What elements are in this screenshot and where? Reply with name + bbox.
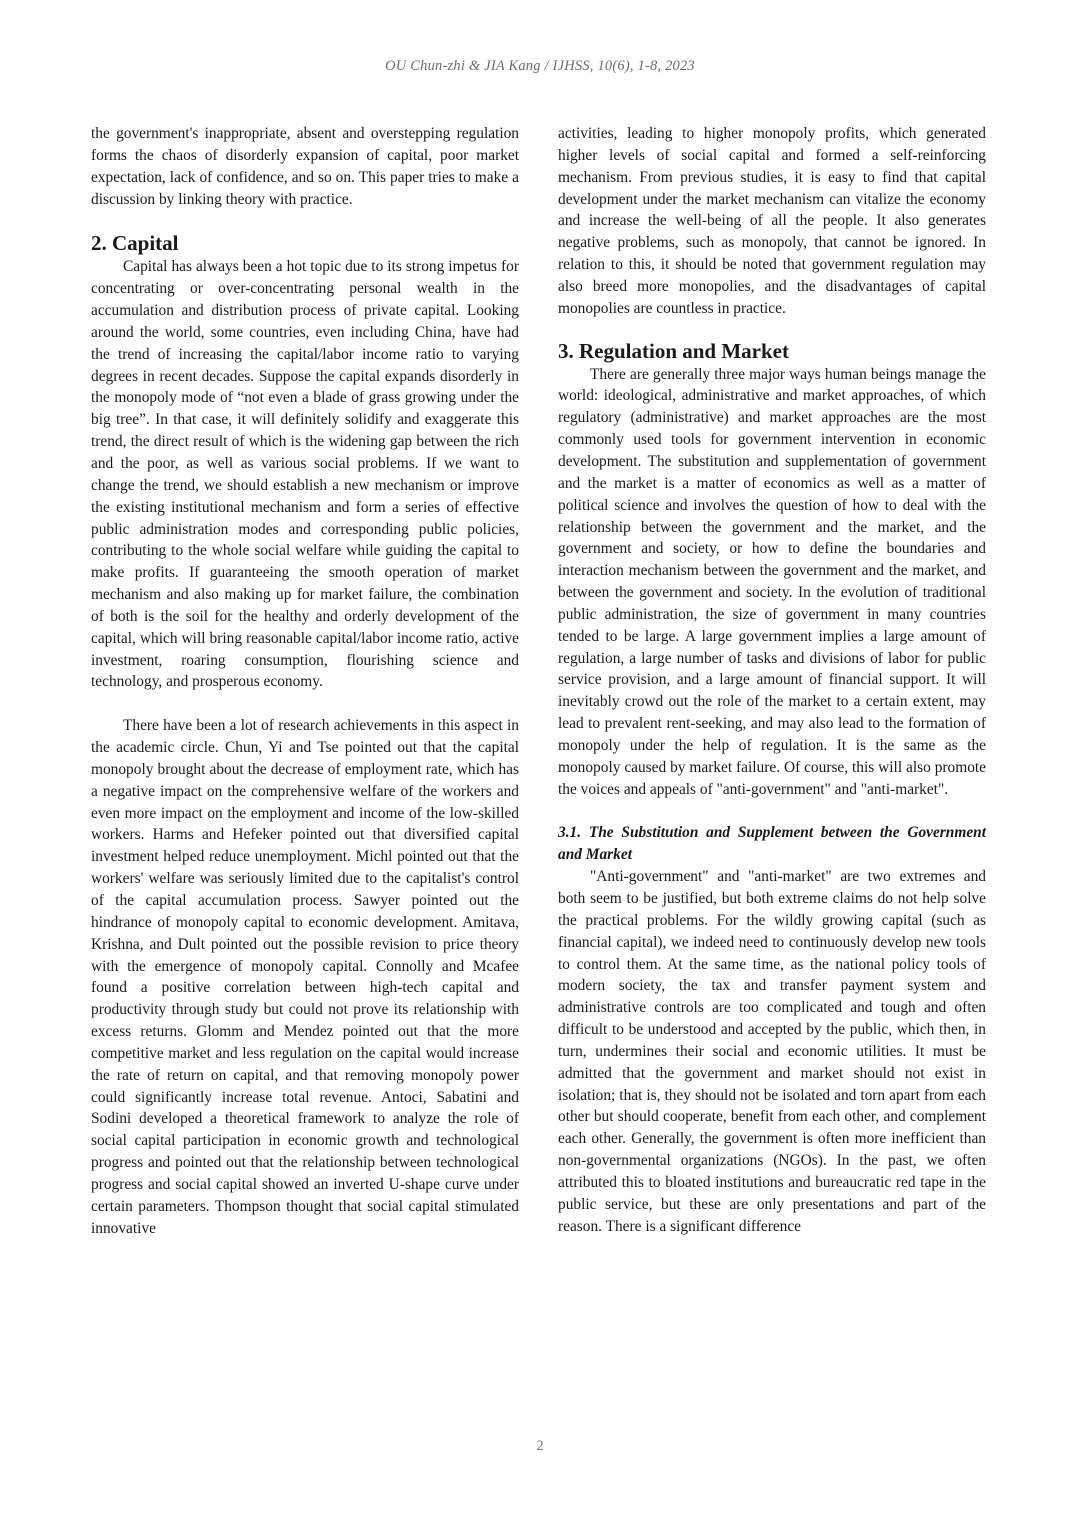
right-column	[558, 123, 986, 1238]
capital-paragraph-2: There have been a lot of research achievements in this aspect in the academic circle. Chun, Yi and Tse pointed out that the capital monopoly brought about the decrease of employment rate, which has a negative impact on the comprehensive welfare of the workers and even more impact on the employment and income of the low-skilled workers. Harms and Hefeker pointed out that diversified capital investment helped reduce unemployment. Michl pointed out that the workers' welfare was seriously limited due to the capitalist's control of the capital accumulation process. Sawyer pointed out the hindrance of monopoly capital to economic development. Amitava, Krishna, and Dult pointed out the possible revision to price theory with the emergence of monopoly capital. Connolly and Mcafee found a positive correlation between high-tech capital and productivity through study but could not prove its relationship with excess returns. Glomm and Mendez pointed out that the more competitive market and less regulation on the capital would increase the rate of return on capital, and that removing monopoly power could significantly increase total revenue. Antoci, Sabatini and Sodini developed a theoretical framework to analyze the role of social capital participation in economic growth and technological progress and pointed out that the relationship between technological progress and social capital showed an inverted U-shape curve under certain parameters. Thompson thought that social capital stimulated innovative	[91, 717, 519, 1237]
regulation-paragraph-1: There are generally three major ways human beings manage the world: ideological, administrative and market approaches, of which regulatory (administrative) and market approaches are the most commonly used tools for government intervention in economic development. The substitution and supplementation of government and the market is a matter of economics as well as a matter of political science and involves the question of how to deal with the relationship between the government and the market, and the government and society, or how to define the boundaries and interaction mechanism between the government and the market, and between the government and society. In the evolution of traditional public administration, the size of government in many countries tended to be large. A large government implies a large amount of regulation, a large number of tasks and divisions of labor for public service provision, and a large amount of financial support. It will inevitably crowd out the role of the market to a certain extent, may lead to prevalent rent-seeking, and may also lead to the formation of monopoly under the help of regulation. It is the same as the monopoly caused by market failure. Of course, this will also promote the voices and appeals of "anti-government" and "anti-market".	[558, 365, 986, 798]
intro-continuation-paragraph: the government's inappropriate, absent and overstepping regulation forms the chaos of disorderly expansion of capital, poor market expectation, lack of confidence, and so on. This paper tries to make a discussion by linking theory with practice.	[91, 125, 519, 208]
subsection-heading-3-1: 3.1. The Substitution and Supplement between the Government and Market	[558, 824, 986, 864]
subsection-3-1-paragraph-1: "Anti-government" and "anti-market" are two extremes and both seem to be justified, but both extreme claims do not help solve the practical problems. For the wildly growing capital (such as financial capital), we indeed need to continuously develop new tools to control them. At the same time, as the national policy tools of modern society, the tax and transfer payment system and administrative controls are too complicated and tough and often difficult to be understood and accepted by the public, which then, in turn, undermines their social and economic utilities. It must be admitted that the government and market should not exist in isolation; that is, they should not be isolated and torn apart from each other but should cooperate, benefit from each other, and complement each other. Generally, the government is often more inefficient than non-governmental organizations (NGOs). In the past, we often attributed this to bloated institutions and bureaucratic red tape in the public service, but these are only presentations and part of the reason. There is a significant difference	[558, 868, 986, 1235]
capital-paragraph-1: Capital has always been a hot topic due to its strong impetus for concentrating or over-concentrating personal wealth in the accumulation and distribution process of private capital. Looking around the world, some countries, even including China, have had the trend of increasing the capital/labor income ratio to varying degrees in recent decades. Suppose the capital expands disorderly in the monopoly mode of “not even a blade of grass growing under the big tree”. In that case, it will definitely solidify and exaggerate this trend, the direct result of which is the widening gap between the rich and the poor, as well as various social problems. If we want to change the trend, we should establish a new mechanism or improve the existing institutional mechanism and form a series of effective public administration modes and corresponding public policies, contributing to the whole social welfare while guiding the capital to make profits. If guaranteeing the smooth operation of market mechanism and also making up for market failure, the combination of both is the soil for the healthy and orderly development of the capital, which will bring reasonable capital/labor income ratio, active investment, roaring consumption, flourishing science and technology, and prosperous economy.	[91, 258, 519, 691]
page-number: 2	[536, 1438, 544, 1454]
section-heading-capital: 2. Capital	[91, 231, 179, 256]
section-heading-regulation-market: 3. Regulation and Market	[558, 338, 789, 363]
running-head: OU Chun-zhi & JIA Kang / IJHSS, 10(6), 1-8, 2023	[385, 58, 695, 74]
capital-continuation-paragraph: activities, leading to higher monopoly profits, which generated higher levels of social capital and formed a self-reinforcing mechanism. From previous studies, it is easy to find that capital development under the market mechanism can vitalize the economy and increase the well-being of all the people. It also generates negative problems, such as monopoly, that cannot be ignored. In relation to this, it should be noted that government regulation may also breed more monopolies, and the disadvantages of capital monopolies are countless in practice.	[558, 125, 986, 317]
left-column	[91, 123, 519, 1240]
